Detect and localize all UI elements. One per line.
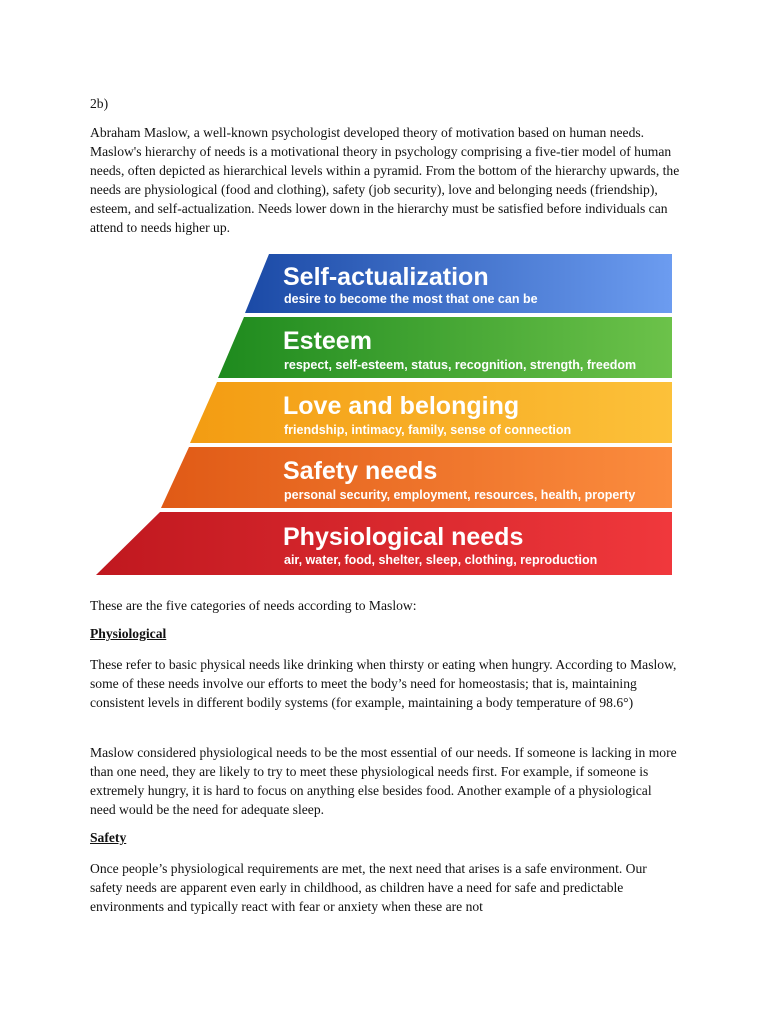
safety-heading: Safety bbox=[90, 830, 127, 845]
safety-paragraph-1: Once people’s physiological requirements are met, the next need that arises is a safe environment. Our safety needs are apparent even early in childhood, as children have a need for safe and predictable environments and typically react with fear or anxiety when these are not bbox=[90, 861, 647, 914]
level-subtitle-physiological: air, water, food, shelter, sleep, clothing, reproduction bbox=[284, 553, 598, 567]
pyramid-level-physiological bbox=[96, 512, 672, 575]
physiological-heading: Physiological bbox=[90, 626, 167, 641]
level-title-self-actualization: Self-actualization bbox=[283, 263, 489, 291]
level-title-esteem: Esteem bbox=[283, 327, 372, 355]
intro-paragraph: Abraham Maslow, a well-known psychologist developed theory of motivation based on human needs. Maslow's hierarchy of needs is a motivational theory in psychology comprising a five-tier model of human needs, often depicted as hierarchical levels within a pyramid. From the bottom of the hierarchy upwards, the needs are physiological (food and clothing), safety (job security), love and belonging needs (friendship), esteem, and self-actualization. Needs lower down in the hierarchy must be satisfied before individuals can attend to needs higher up. bbox=[90, 125, 680, 235]
level-subtitle-self-actualization: desire to become the most that one can be bbox=[284, 292, 538, 306]
pyramid-level-love-belonging bbox=[190, 382, 672, 443]
level-subtitle-esteem: respect, self-esteem, status, recognition, strength, freedom bbox=[284, 358, 637, 372]
categories-intro: These are the five categories of needs according to Maslow: bbox=[90, 598, 417, 613]
level-subtitle-love-belonging: friendship, intimacy, family, sense of connection bbox=[284, 423, 572, 437]
level-title-safety: Safety needs bbox=[283, 457, 438, 485]
pyramid-level-esteem bbox=[218, 317, 672, 378]
pyramid-level-self-actualization bbox=[245, 254, 672, 313]
section-label: 2b) bbox=[90, 96, 109, 111]
maslow-pyramid-figure bbox=[92, 251, 674, 577]
level-title-love-belonging: Love and belonging bbox=[283, 392, 520, 420]
level-title-physiological: Physiological needs bbox=[283, 523, 524, 551]
physiological-paragraph-2: Maslow considered physiological needs to be the most essential of our needs. If someone is lacking in more than one need, they are likely to try to meet these physiological needs first. For example, if someone is extremely hungry, it is hard to focus on anything else besides food. Another example of a physiological need would be the need for adequate sleep. bbox=[90, 745, 677, 817]
pyramid-level-safety bbox=[161, 447, 672, 508]
level-subtitle-safety: personal security, employment, resources, health, property bbox=[284, 488, 636, 502]
physiological-paragraph-1: These refer to basic physical needs like drinking when thirsty or eating when hungry. According to Maslow, some of these needs involve our efforts to meet the body’s need for homeostasis; that is, maintaining consistent levels in different bodily systems (for example, maintaining a body temperature of 98.6°) bbox=[90, 657, 677, 710]
